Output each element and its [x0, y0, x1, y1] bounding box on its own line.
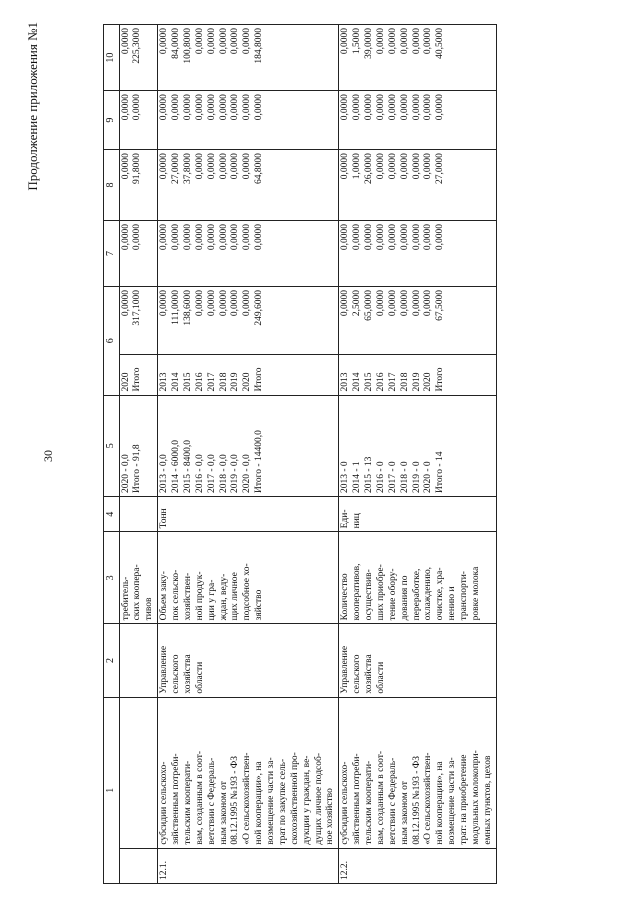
- col-header-3: 3: [104, 532, 120, 624]
- row-indicator: Объем заку- пок сельско- хозяйствен- ной продук- ции у гра- ждан, веду- щих личное подсобное хо- зяйство: [158, 532, 339, 624]
- row-years-label: 2013 - 0,0 2014 - 6000,0 2015 - 8400,0 2016 - 0,0 2017 - 0,0 2018 - 0,0 2019 - 0,0 2020 - 0,0 Итого - 14400,0: [158, 395, 339, 496]
- continuation-row: [119, 25, 158, 884]
- col-header-5: 5: [104, 395, 120, 496]
- cell-years-label: 2020 - 0,0 Итого - 91,8: [119, 395, 158, 496]
- row-c10: 0,0000 1,5000 39,0000 0,0000 0,0000 0,0000 0,0000 0,0000 40,5000: [339, 25, 496, 91]
- continuation-label: Продолжение приложения №1: [25, 22, 40, 191]
- table-row: [339, 25, 496, 884]
- row-c6: 0,0000 2,5000 65,0000 0,0000 0,0000 0,0000 0,0000 0,0000 67,5000: [339, 287, 496, 355]
- row-years-label: 2013 - 0 2014 - 1 2015 - 13 2016 - 0 2017 - 0 2018 - 0 2019 - 0 2020 - 0 Итого - 14: [339, 395, 496, 496]
- row-indicator: Количество кооперативов, осуществив- ших приобре- тение обору- дования по переработке, охлаждению, очистке, хра- нению и транспорти- ровке молока: [339, 532, 496, 624]
- row-c8: 0,0000 1,0000 26,0000 0,0000 0,0000 0,0000 0,0000 0,0000 27,0000: [339, 150, 496, 221]
- column-number-row: [104, 25, 120, 884]
- row-year: 2013 2014 2015 2016 2017 2018 2019 2020 Итого: [339, 355, 496, 395]
- row-executor: Управление сельского хозяйства области: [339, 624, 496, 697]
- row-c6: 0,0000 111,0000 138,6000 0,0000 0,0000 0,0000 0,0000 0,0000 249,6000: [158, 287, 339, 355]
- col-header-9: 9: [104, 91, 120, 150]
- row-year: 2013 2014 2015 2016 2017 2018 2019 2020 Итого: [158, 355, 339, 395]
- row-executor: Управление сельского хозяйства области: [158, 624, 339, 697]
- col-header-7: 7: [104, 220, 120, 286]
- row-unit: Еди- ниц: [339, 497, 496, 532]
- row-unit: Тонн: [158, 497, 339, 532]
- row-c7: 0,0000 0,0000 0,0000 0,0000 0,0000 0,0000 0,0000 0,0000 0,0000: [158, 220, 339, 286]
- program-table: [103, 24, 497, 884]
- row-c7: 0,0000 0,0000 0,0000 0,0000 0,0000 0,0000 0,0000 0,0000 0,0000: [339, 220, 496, 286]
- row-name: субсидии сельскохо- зяйственным потреби- тельским кооперати- вам, созданным в соот- ветствии с Федераль- ным законом от 08.12.1995 №193 - ФЗ «О сельскохозяйствен- ной кооперации», на возмещение части за- трат: на приобретение модульных молокопри- емных пунктов, цехов: [339, 697, 496, 848]
- row-name: субсидии сельскохо- зяйственным потреби- тельским кооперати- вам, созданным в соот- ветствии с Федераль- ным законом от 08.12.1995 №193 - ФЗ «О сельскохозяйствен- ной кооперации», на возмещение части за- трат по закупке сель- скохозяйственной про- дукции у граждан, ве- дущих личное подсоб- ное хозяйство: [158, 697, 339, 848]
- cell-c6: 0,0000 317,1000: [119, 287, 158, 355]
- col-header-2: 2: [104, 624, 120, 697]
- col-header-6: 6: [104, 287, 120, 396]
- row-c8: 0,0000 27,0000 37,8000 0,0000 0,0000 0,0000 0,0000 0,0000 64,8000: [158, 150, 339, 221]
- cell-indicator: требитель- ских коопера- тивов: [119, 532, 158, 624]
- row-c9: 0,0000 0,0000 0,0000 0,0000 0,0000 0,0000 0,0000 0,0000 0,0000: [339, 91, 496, 150]
- col-header-10: 10: [104, 25, 120, 91]
- cell-c7: 0,0000 0,0000: [119, 220, 158, 286]
- page-number: 30: [41, 450, 55, 462]
- col-header-1: 1: [104, 697, 120, 883]
- page-header: [15, 12, 55, 892]
- row-id: 12.2.: [339, 848, 496, 883]
- row-id: 12.1.: [158, 848, 339, 883]
- cell-c9: 0,0000 0,0000: [119, 91, 158, 150]
- rotated-content: [15, 12, 625, 892]
- col-header-4: 4: [104, 497, 120, 532]
- row-c9: 0,0000 0,0000 0,0000 0,0000 0,0000 0,0000 0,0000 0,0000 0,0000: [158, 91, 339, 150]
- cell-year: 2020 Итого: [119, 355, 158, 395]
- col-header-8: 8: [104, 150, 120, 221]
- cell-c10: 0,0000 225,3000: [119, 25, 158, 91]
- cell-c8: 0,0000 91,8000: [119, 150, 158, 221]
- table-row: [158, 25, 339, 884]
- row-c10: 0,0000 84,0000 100,8000 0,0000 0,0000 0,0000 0,0000 0,0000 184,8000: [158, 25, 339, 91]
